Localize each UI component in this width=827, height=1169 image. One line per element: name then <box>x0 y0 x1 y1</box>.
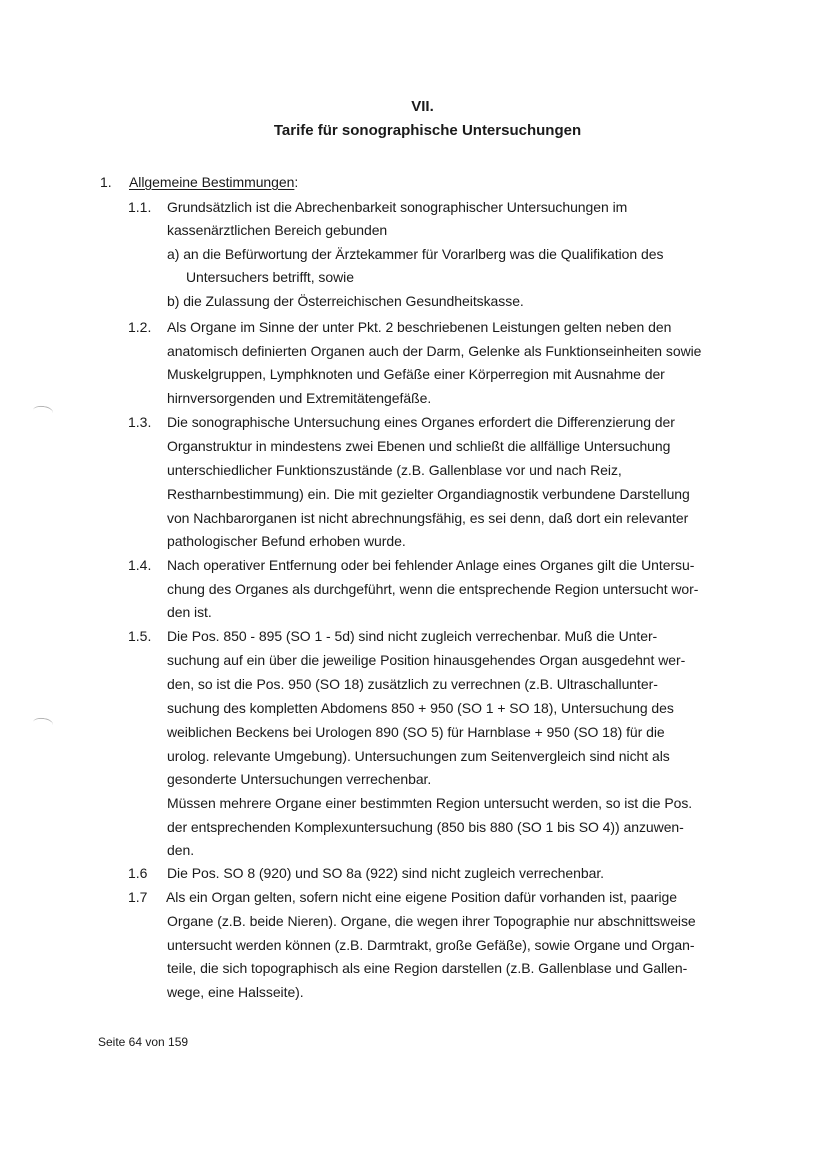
item-line: Nach operativer Entfernung oder bei fehlender Anlage eines Organes gilt die Untersu- <box>167 557 695 573</box>
item-line: Muskelgruppen, Lymphknoten und Gefäße einer Körperregion mit Ausnahme der <box>167 366 665 382</box>
item-line: unterschiedlicher Funktionszustände (z.B. Gallenblase vor und nach Reiz, <box>167 462 622 478</box>
item-line: Müssen mehrere Organe einer bestimmten Region untersucht werden, so ist die Pos. <box>167 795 693 811</box>
item-line: Die sonographische Untersuchung eines Organes erfordert die Differenzierung der <box>167 414 675 430</box>
item-number: 1.2. <box>128 319 152 335</box>
page-footer: Seite 64 von 159 <box>98 1035 189 1049</box>
section-title <box>129 174 298 190</box>
item-number: 1.5. <box>128 628 152 644</box>
item-line: urolog. relevante Umgebung). Untersuchungen zum Seitenvergleich sind nicht als <box>167 748 670 764</box>
subitem-line: a) an die Befürwortung der Ärztekammer für Vorarlberg was die Qualifikation des <box>167 246 664 262</box>
item-line: pathologischer Befund erhoben wurde. <box>167 533 406 549</box>
subitem-line: b) die Zulassung der Österreichischen Gesundheitskasse. <box>167 293 524 309</box>
section-title-colon: : <box>294 174 299 190</box>
item-line: Organe (z.B. beide Nieren). Organe, die wegen ihrer Topographie nur abschnittsweise <box>167 913 696 929</box>
item-line: der entsprechenden Komplexuntersuchung (850 bis 880 (SO 1 bis SO 4)) anzuwen- <box>167 819 684 835</box>
item-number: 1.4. <box>128 557 152 573</box>
item-line: suchung auf ein über die jeweilige Position hinausgehendes Organ ausgedehnt wer- <box>167 652 686 668</box>
item-line: teile, die sich topographisch als eine Region darstellen (z.B. Gallenblase und Gallen- <box>167 960 688 976</box>
section-title-text: Allgemeine Bestimmungen <box>129 174 295 190</box>
item-line: Die Pos. SO 8 (920) und SO 8a (922) sind nicht zugleich verrechenbar. <box>167 865 605 881</box>
subitem-line: Untersuchers betrifft, sowie <box>186 269 354 285</box>
chapter-number: VII. <box>411 98 434 115</box>
item-line: den, so ist die Pos. 950 (SO 18) zusätzlich zu verrechnen (z.B. Ultraschallunter- <box>167 676 658 692</box>
item-line: wege, eine Halsseite). <box>167 984 304 1000</box>
item-line: gesonderte Untersuchungen verrechenbar. <box>167 771 432 787</box>
item-line: von Nachbarorganen ist nicht abrechnungsfähig, es sei denn, daß dort ein relevanter <box>167 510 689 526</box>
item-line: chung des Organes als durchgeführt, wenn die entsprechende Region untersucht wor- <box>167 581 699 597</box>
item-number: 1.3. <box>128 414 152 430</box>
item-line: den ist. <box>167 604 212 620</box>
item-line: Als ein Organ gelten, sofern nicht eine eigene Position dafür vorhanden ist, paarige <box>166 889 678 905</box>
item-number: 1.6 <box>128 865 148 881</box>
chapter-title: Tarife für sonographische Untersuchungen <box>273 122 582 139</box>
item-line: untersucht werden können (z.B. Darmtrakt, große Gefäße), sowie Organe und Organ- <box>167 937 695 953</box>
item-number: 1.1. <box>128 199 152 215</box>
item-line: Grundsätzlich ist die Abrechenbarkeit sonographischer Untersuchungen im <box>167 199 628 215</box>
item-line: Die Pos. 850 - 895 (SO 1 - 5d) sind nicht zugleich verrechenbar. Muß die Unter- <box>167 628 658 644</box>
item-line: Als Organe im Sinne der unter Pkt. 2 beschriebenen Leistungen gelten neben den <box>167 319 672 335</box>
section-number: 1. <box>100 174 112 190</box>
item-number: 1.7 <box>128 889 148 905</box>
item-line: anatomisch definierten Organen auch der Darm, Gelenke als Funktionseinheiten sowie <box>167 343 702 359</box>
item-line: kassenärztlichen Bereich gebunden <box>167 222 388 238</box>
item-line: weiblichen Beckens bei Urologen 890 (SO 5) für Harnblase + 950 (SO 18) für die <box>167 724 665 740</box>
item-line: hirnversorgenden und Extremitätengefäße. <box>167 390 432 406</box>
scan-hole-mark <box>32 717 53 731</box>
item-line: Restharnbestimmung) ein. Die mit gezielter Organdiagnostik verbundene Darstellung <box>167 486 690 502</box>
scan-hole-mark <box>32 405 53 419</box>
item-line: Organstruktur in mindestens zwei Ebenen und schließt die allfällige Untersuchung <box>167 438 671 454</box>
item-line: den. <box>167 842 195 858</box>
item-line: suchung des kompletten Abdomens 850 + 950 (SO 1 + SO 18), Untersuchung des <box>167 700 674 716</box>
